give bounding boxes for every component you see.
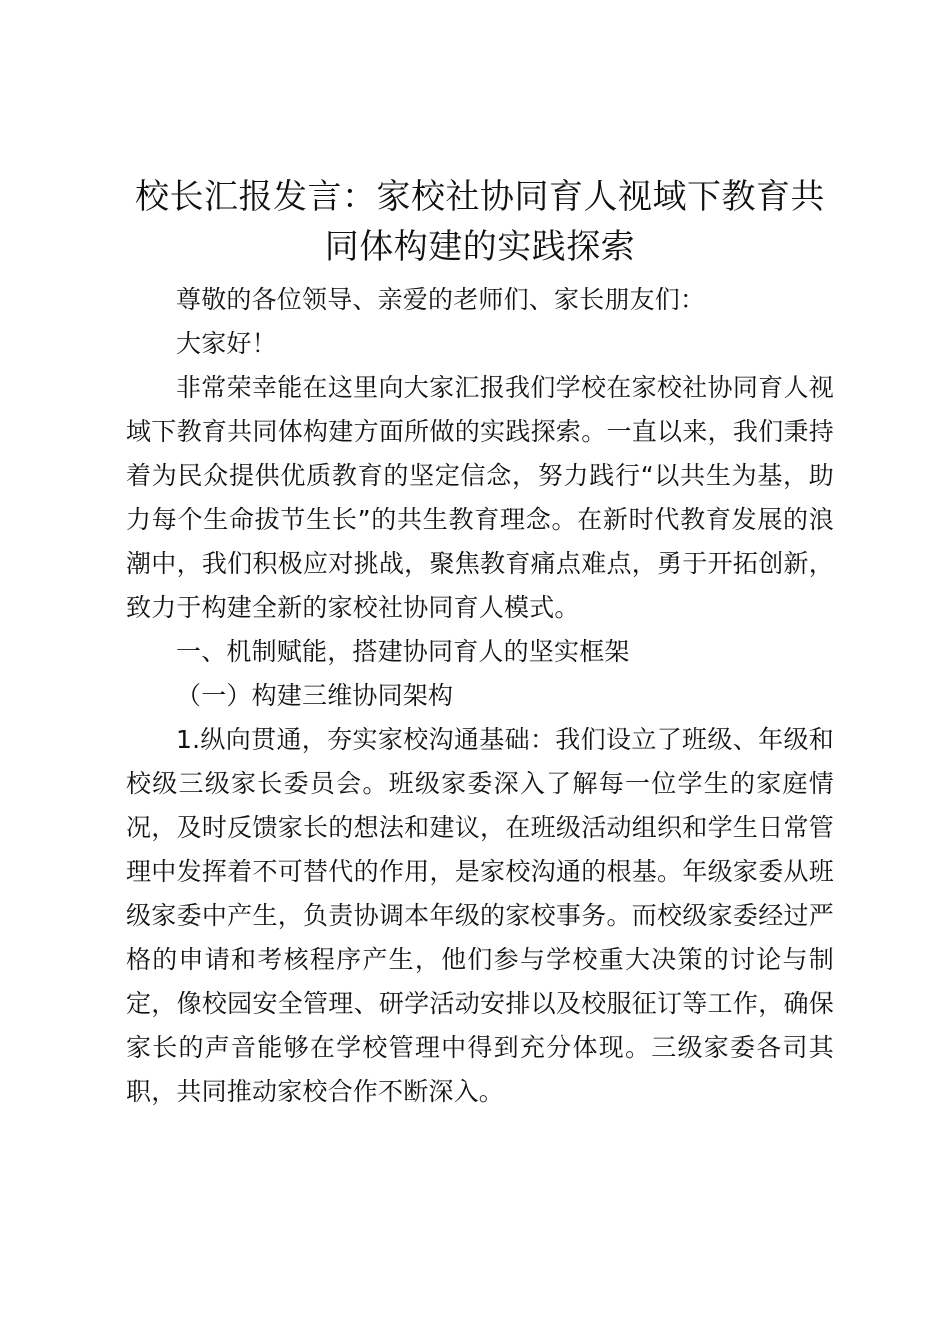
greeting: 大家好！ (176, 329, 277, 358)
subsection-heading: （一）构建三维协同架构 (176, 681, 454, 710)
document-title: 校长汇报发言：家校社协同育人视域下教育共同体构建的实践探索 (135, 177, 825, 267)
document-body (126, 278, 834, 1114)
body-paragraph: 1.纵向贯通，夯实家校沟通基础：我们设立了班级、年级和校级三级家长委员会。班级家委深入了解每一位学生的家庭情况，及时反馈家长的想法和建议，在班级活动组织和学生日常管理中发挥着不可替代的作用，是家校沟通的根基。年级家委从班级家委中产生，负责协调本年级的家校事务。而校级家委经过严格的申请和考核程序产生，他们参与学校重大决策的讨论与制定，像校园安全管理、研学活动安排以及校服征订等工作，确保家长的声音能够在学校管理中得到充分体现。三级家委各司其职，共同推动家校合作不断深入。 (126, 725, 834, 1106)
intro-paragraph: 非常荣幸能在这里向大家汇报我们学校在家校社协同育人视域下教育共同体构建方面所做的实践探索。一直以来，我们秉持着为民众提供优质教育的坚定信念，努力践行“以共生为基，助力每个生命拔节生长”的共生教育理念。在新时代教育发展的浪潮中，我们积极应对挑战，聚焦教育痛点难点，勇于开拓创新，致力于构建全新的家校社协同育人模式。 (126, 373, 834, 622)
section-heading: 一、机制赋能，搭建协同育人的坚实框架 (176, 637, 630, 666)
salutation: 尊敬的各位领导、亲爱的老师们、家长朋友们： (176, 285, 706, 314)
